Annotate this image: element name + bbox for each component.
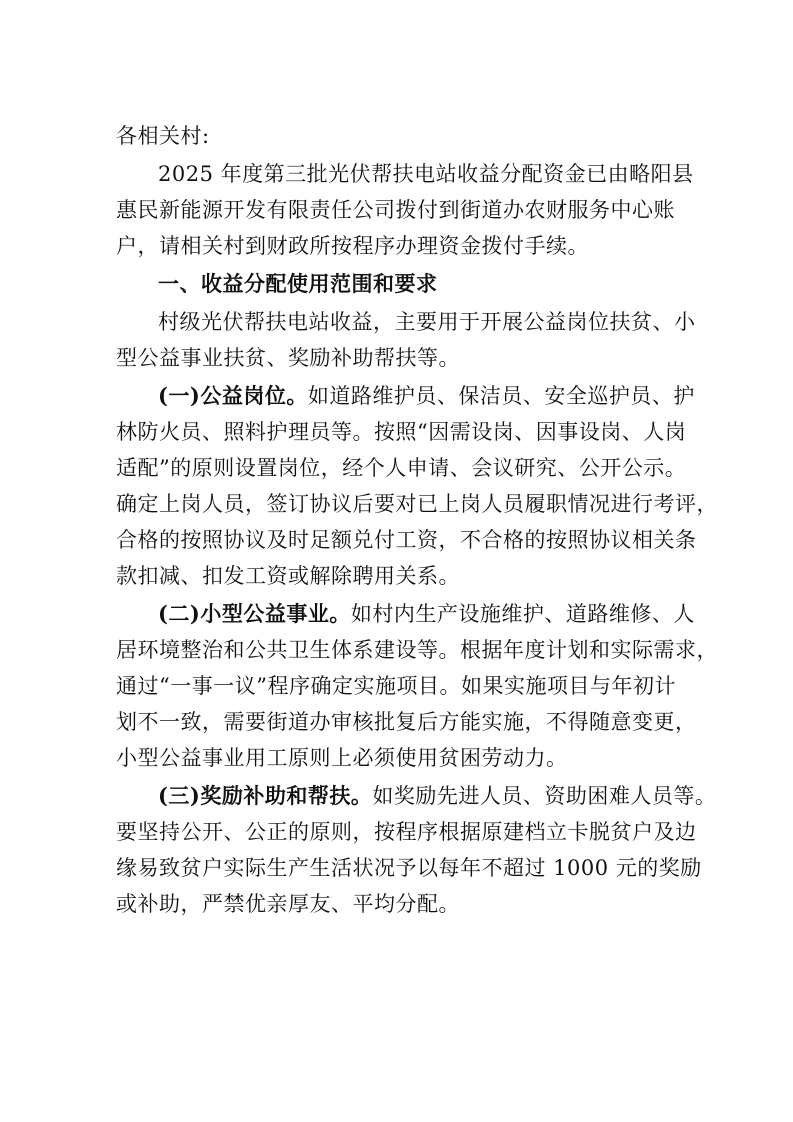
item3-text: 如奖励先进人员、资助困难人员等。 <box>372 784 717 808</box>
intro-line-1: 2025 年度第三批光伏帮扶电站收益分配资金已由略阳县 <box>158 162 694 186</box>
item2-line-1 <box>116 596 695 632</box>
intro-line-3: 户，请相关村到财政所按程序办理资金拨付手续。 <box>116 234 589 258</box>
item1-heading: (一)公益岗位。 <box>158 383 308 408</box>
section-heading: 一、收益分配使用范围和要求 <box>158 272 438 296</box>
item1-text: 如道路维护员、保洁员、安全巡护员、护 <box>307 384 695 408</box>
item1-line-2: 林防火员、照料护理员等。按照“因需设岗、因事设岗、人岗 <box>116 420 687 444</box>
item1-line-1 <box>116 378 695 414</box>
item2-line-3: 通过“一事一议”程序确定实施项目。如果实施项目与年初计 <box>116 674 676 698</box>
document-page <box>116 118 718 922</box>
section-text-line-2: 型公益事业扶贫、奖励补助帮扶等。 <box>116 346 460 370</box>
item1-line-4: 确定上岗人员，签订协议后要对已上岗人员履职情况进行考评， <box>116 492 718 516</box>
item3-heading: (三)奖励补助和帮扶。 <box>158 783 373 808</box>
intro-line-2: 惠民新能源开发有限责任公司拨付到街道办农财服务中心账 <box>116 198 675 222</box>
item1-line-6: 款扣减、扣发工资或解除聘用关系。 <box>116 564 460 588</box>
section-text-line-1: 村级光伏帮扶电站收益，主要用于开展公益岗位扶贫、小 <box>158 310 696 334</box>
item3-line-4: 或补助，严禁优亲厚友、平均分配。 <box>116 892 460 916</box>
item3-line-1 <box>116 778 717 814</box>
item3-line-3: 缘易致贫户实际生产生活状况予以每年不超过 1000 元的奖励 <box>116 856 702 880</box>
salutation: 各相关村: <box>116 124 210 148</box>
item1-line-3: 适配”的原则设置岗位，经个人申请、会议研究、公开公示。 <box>116 456 687 480</box>
item1-line-5: 合格的按照协议及时足额兑付工资，不合格的按照协议相关条 <box>116 528 697 552</box>
item2-line-4: 划不一致，需要街道办审核批复后方能实施，不得随意变更， <box>116 710 697 734</box>
item2-line-5: 小型公益事业用工原则上必须使用贫困劳动力。 <box>116 746 568 770</box>
item3-line-2: 要坚持公开、公正的原则，按程序根据原建档立卡脱贫户及边 <box>116 820 697 844</box>
item2-line-2: 居环境整治和公共卫生体系建设等。根据年度计划和实际需求， <box>116 638 718 662</box>
item2-text: 如村内生产设施维护、道路维修、人 <box>350 602 695 626</box>
item2-heading: (二)小型公益事业。 <box>158 601 351 626</box>
